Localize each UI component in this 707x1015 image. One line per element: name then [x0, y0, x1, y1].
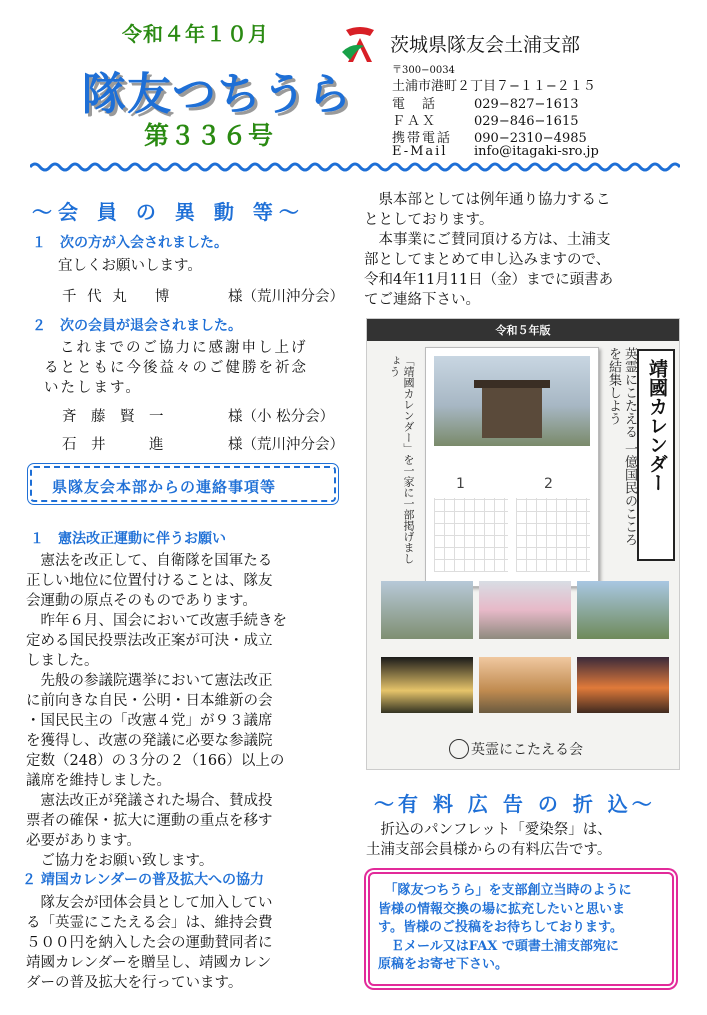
- body-line: 正しい地位に位置付けることは、隊友: [26, 573, 273, 589]
- calendar-thumb: [577, 581, 669, 639]
- callout-line: す。皆様のご投稿をお待ちしております。: [378, 920, 623, 935]
- body-line: 靖國カレンダーを贈呈し、靖國カレン: [26, 955, 272, 971]
- shrine-gate-shape: [482, 386, 542, 438]
- body-line: 土浦支部会員様からの有料広告です。: [366, 842, 612, 858]
- paid-ads-body: [366, 820, 686, 860]
- item1-heading: １ 憲法改正運動に伴うお願い: [30, 531, 226, 547]
- shrine-roof-shape: [474, 380, 550, 388]
- issue-date: 令和４年１０月: [122, 22, 269, 46]
- calendar-page: [425, 347, 599, 587]
- leave-message-line: るとともに今後益々のご健勝を祈念: [44, 360, 308, 376]
- calendar-grid-1: [434, 498, 508, 572]
- body-line: 隊友会が団体会員として加入してい: [26, 895, 273, 911]
- calendar-photo: [434, 356, 590, 446]
- body-line: 定数（248）の３分の２（166）以上の: [26, 753, 285, 769]
- item2-body: [26, 893, 342, 993]
- calendar-slogan: 英霊にこたえる 一億国民のこころを結集しよう: [606, 347, 637, 547]
- calendar-side-text: 「靖國カレンダー」を一家に一部掲げましょう: [388, 355, 415, 564]
- body-line: 会運動の原点そのものであります。: [26, 593, 257, 609]
- newsletter-title: 隊友つちうら: [82, 69, 352, 120]
- email-value[interactable]: info@itagaki-sro.jp: [474, 144, 599, 159]
- member-branch: 様（荒川沖分会）: [228, 289, 344, 305]
- body-line: 昨年６月、国会において改憲手続きを: [26, 613, 287, 629]
- join-greeting: 宜しくお願いします。: [58, 258, 202, 274]
- body-line: 先般の参議院選挙において憲法改正: [26, 673, 273, 689]
- new-member-row: [62, 285, 344, 306]
- body-line: 令和4年11月11日（金）までに頭書あ: [364, 272, 614, 288]
- body-line: に前向きな自民・公明・日本維新の会: [26, 693, 273, 709]
- body-line: しました。: [26, 653, 99, 669]
- body-line: 県本部としては例年通り協力するこ: [364, 192, 611, 208]
- body-line: 定める国民投票法改正案が可決・成立: [26, 633, 273, 649]
- calendar-month-1: 1: [456, 476, 465, 492]
- member-branch: 様（小 松分会）: [228, 409, 335, 425]
- mobile-label: 携帯電話: [392, 131, 453, 146]
- body-line: 部としてまとめて申し込みますので、: [364, 252, 611, 268]
- calendar-grid-2: [516, 498, 590, 572]
- body-line: ５００円を納入した会の運動賛同者に: [26, 935, 273, 951]
- body-line: 折込のパンフレット「愛染祭」は、: [366, 822, 612, 838]
- departed-member-row: [62, 405, 334, 426]
- calendar-thumb: [381, 581, 473, 639]
- body-line: ・国民民主の「改憲４党」が９３議席: [26, 713, 273, 729]
- header-wave-divider: [30, 160, 680, 174]
- calendar-brand: 靖國カレンダー: [646, 359, 668, 492]
- calendar-thumb: [381, 657, 473, 713]
- calendar-month-2: 2: [544, 476, 553, 492]
- calendar-continued-text: [364, 190, 684, 310]
- calendar-footer-org: 英霊にこたえる会: [471, 742, 583, 758]
- member-branch: 様（荒川沖分会）: [228, 437, 344, 453]
- departed-member-row: [62, 433, 344, 454]
- issue-number: 第３３６号: [144, 121, 275, 150]
- calendar-edition-label: 令和５年版: [495, 324, 551, 337]
- callout-line: 原稿をお寄せ下さい。: [378, 957, 509, 972]
- paid-ads-heading: ～有 料 広 告 の 折 込～: [374, 792, 656, 816]
- leave-message-line: いたします。: [44, 380, 142, 396]
- body-line: 憲法改正が発議された場合、賛成投: [26, 793, 273, 809]
- body-line: 議席を維持しました。: [26, 773, 171, 789]
- calendar-thumb: [479, 657, 571, 713]
- calendar-ad-image: [366, 318, 680, 770]
- email-label: E-Mail: [392, 144, 448, 159]
- leave-message-line: これまでのご協力に感謝申し上げ: [60, 340, 308, 356]
- body-line: ととしております。: [364, 212, 494, 228]
- calendar-thumb: [577, 657, 669, 713]
- mobile-value: 090−2310−4985: [474, 131, 587, 146]
- callout-line: 「隊友つちうら」を支部創立当時のように: [378, 883, 632, 898]
- member-name: 石 井 進: [62, 437, 164, 453]
- member-changes-heading: ～会 員 の 異 動 等～: [32, 200, 305, 224]
- item1-body: [26, 551, 342, 871]
- org-name: 茨城県隊友会土浦支部: [390, 34, 581, 56]
- body-line: を獲得し、改憲の発議に必要な参議院: [26, 733, 273, 749]
- calendar-caption: [434, 454, 590, 464]
- body-line: てご連絡下さい。: [364, 292, 480, 308]
- body-line: ダーの普及拡大を行っています。: [26, 975, 243, 991]
- body-line: 票者の確保・拡大に運動の重点を移す: [26, 813, 273, 829]
- submission-callout-text: [378, 882, 672, 975]
- leave-heading: ２ 次の会員が退会されました。: [32, 318, 242, 334]
- callout-line: 皆様の情報交換の場に拡充したいと思いま: [378, 901, 626, 917]
- member-name: 千 代 丸 博: [62, 289, 173, 305]
- leave-message: [44, 338, 308, 398]
- tel-label: 電 話: [392, 97, 438, 112]
- hq-notice-title: 県隊友会本部からの連絡事項等: [52, 478, 277, 496]
- member-name: 斉 藤 賢 一: [62, 409, 164, 425]
- body-line: 本事業にご賛同頂ける方は、土浦支: [364, 232, 611, 248]
- fax-value: 029−846−1615: [474, 114, 579, 129]
- contact-email: [392, 144, 599, 159]
- body-line: る「英霊にこたえる会」は、維持会費: [26, 915, 273, 931]
- contact-zip: 〒300−0034: [392, 65, 455, 76]
- body-line: ご協力をお願い致します。: [26, 853, 214, 869]
- tel-value: 029−827−1613: [474, 97, 579, 112]
- callout-line: Ｅメール又はFAX で頭書土浦支部宛に: [378, 938, 619, 954]
- fax-label: ＦＡＸ: [392, 114, 438, 129]
- item2-heading: ２ 靖国カレンダーの普及拡大への協力: [22, 872, 264, 888]
- join-heading: １ 次の方が入会されました。: [32, 235, 228, 251]
- calendar-thumb: [479, 581, 571, 639]
- body-line: 必要があります。: [26, 833, 141, 849]
- org-logo-icon: [340, 22, 380, 64]
- calendar-org-emblem-icon: [449, 739, 469, 759]
- contact-address: 土浦市港町２丁目７−１１−２１５: [392, 79, 596, 94]
- body-line: 憲法を改正して、自衛隊を国軍たる: [26, 553, 273, 569]
